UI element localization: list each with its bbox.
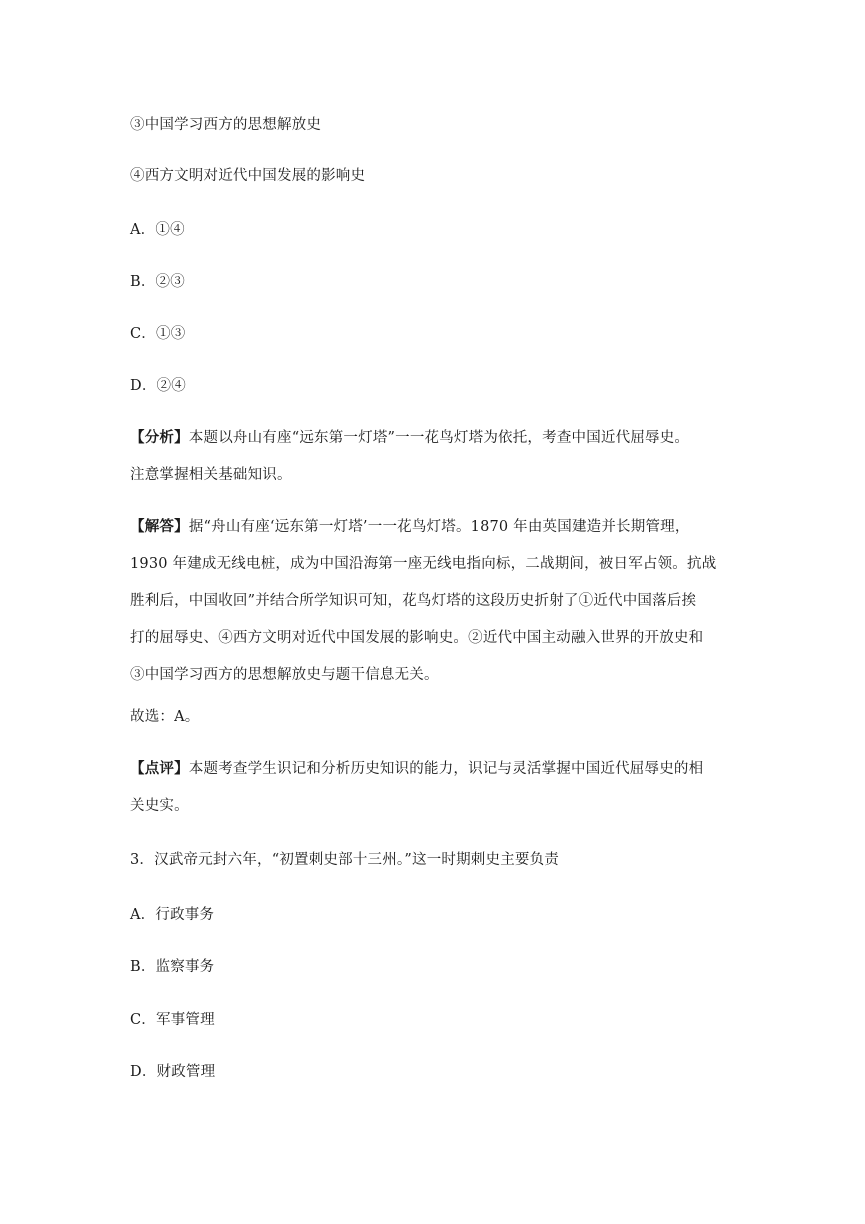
answer-text-1: 据“舟山有座‘远东第一灯塔’一一花鸟灯塔。1870 年由英国建造并长期管理，: [188, 519, 690, 535]
answer-line-1: [130, 517, 690, 537]
item-3: ③中国学习西方的思想解放史: [130, 117, 322, 133]
answer-choice: 故选：A。: [130, 709, 200, 725]
option-b: B．②③: [130, 274, 185, 290]
comment-line-2: 关史实。: [130, 798, 189, 814]
answer-line-3: 胜利后，中国收回”并结合所学知识可知，花鸟灯塔的这段历史折射了①近代中国落后挨: [130, 593, 697, 609]
q3-option-c: C．军事管理: [130, 1012, 215, 1028]
option-a: A．①④: [130, 222, 185, 238]
analysis-text-1: 本题以舟山有座“远东第一灯塔”一一花鸟灯塔为依托，考查中国近代屈辱史。: [188, 430, 690, 446]
comment-text-1: 本题考查学生识记和分析历史知识的能力，识记与灵活掌握中国近代屈辱史的相: [188, 761, 704, 777]
q3-option-d: D．财政管理: [130, 1064, 216, 1080]
q3-option-a: A．行政事务: [130, 907, 215, 923]
q3-option-b: B．监察事务: [130, 959, 215, 975]
answer-line-4: 打的屈辱史、④西方文明对近代中国发展的影响史。②近代中国主动融入世界的开放史和: [130, 630, 704, 646]
analysis-tag: 【分析】: [130, 429, 189, 446]
comment-tag: 【点评】: [130, 760, 189, 777]
analysis-line-2: 注意掌握相关基础知识。: [130, 467, 292, 483]
analysis-line-1: [130, 428, 689, 448]
answer-line-2: 1930 年建成无线电桩，成为中国沿海第一座无线电指向标，二战期间，被日军占领。抗战: [130, 556, 717, 572]
answer-line-5: ③中国学习西方的思想解放史与题干信息无关。: [130, 667, 439, 683]
option-c: C．①③: [130, 326, 186, 342]
item-4: ④西方文明对近代中国发展的影响史: [130, 168, 366, 184]
answer-tag: 【解答】: [130, 518, 189, 535]
option-d: D．②④: [130, 378, 186, 394]
comment-line-1: [130, 759, 703, 779]
question-3-stem: 3．汉武帝元封六年，“初置刺史部十三州。”这一时期刺史主要负责: [130, 852, 559, 868]
